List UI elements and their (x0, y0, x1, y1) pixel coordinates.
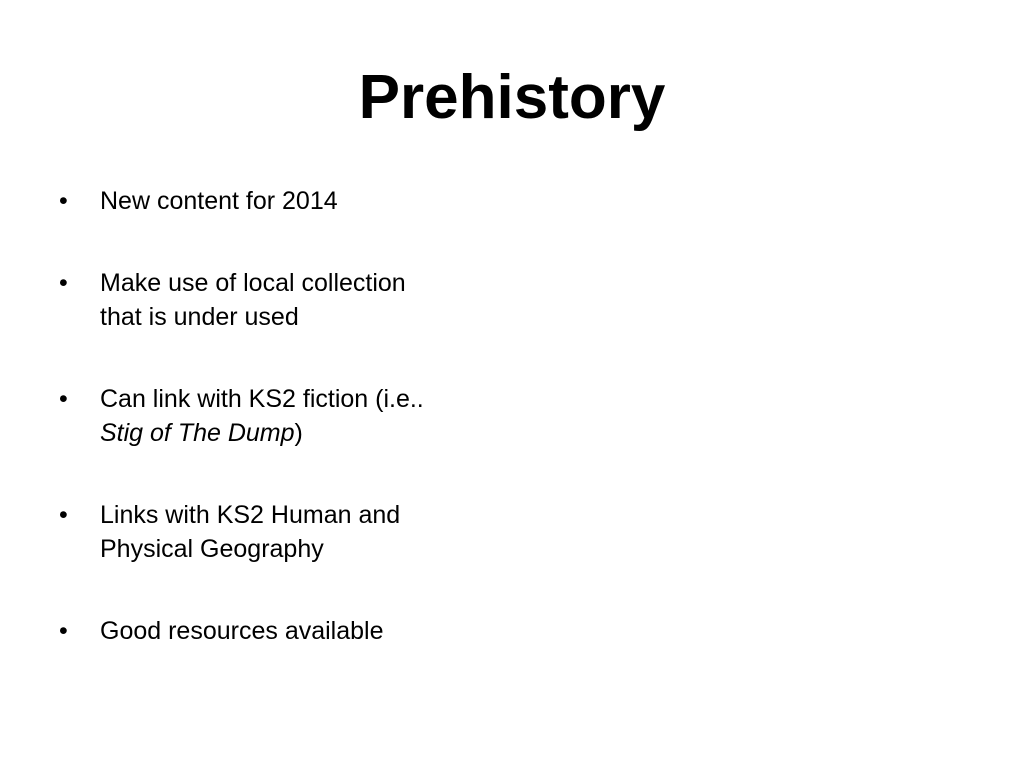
bullet-item-local-collection (59, 266, 499, 335)
bullet-item-geography (59, 498, 499, 567)
bullet-text: Can link with KS2 fiction (i.e.. (100, 384, 424, 413)
bullet-item-ks2-fiction (59, 382, 499, 451)
bullet-text: Links with KS2 Human and (100, 500, 401, 529)
bullet-icon: • (59, 187, 68, 215)
bullet-item-new-content (59, 184, 499, 219)
bullet-text-continued: Physical Geography (100, 535, 324, 563)
bullet-icon: • (59, 500, 68, 529)
slide-title: Prehistory (358, 63, 666, 132)
bullet-icon: • (59, 384, 68, 413)
bullet-text-continued (100, 416, 499, 451)
closing-parenthesis: ) (294, 419, 303, 447)
bullet-icon: • (59, 268, 68, 297)
book-title: Stig of The Dump (100, 419, 295, 447)
bullet-list (59, 184, 499, 695)
bullet-text: New content for 2014 (100, 187, 338, 215)
bullet-text: Good resources available (100, 616, 384, 645)
bullet-icon: • (59, 616, 68, 645)
bullet-text-continued: that is under used (100, 303, 299, 331)
bullet-text: Make use of local collection (100, 268, 406, 297)
bullet-item-resources (59, 614, 499, 649)
